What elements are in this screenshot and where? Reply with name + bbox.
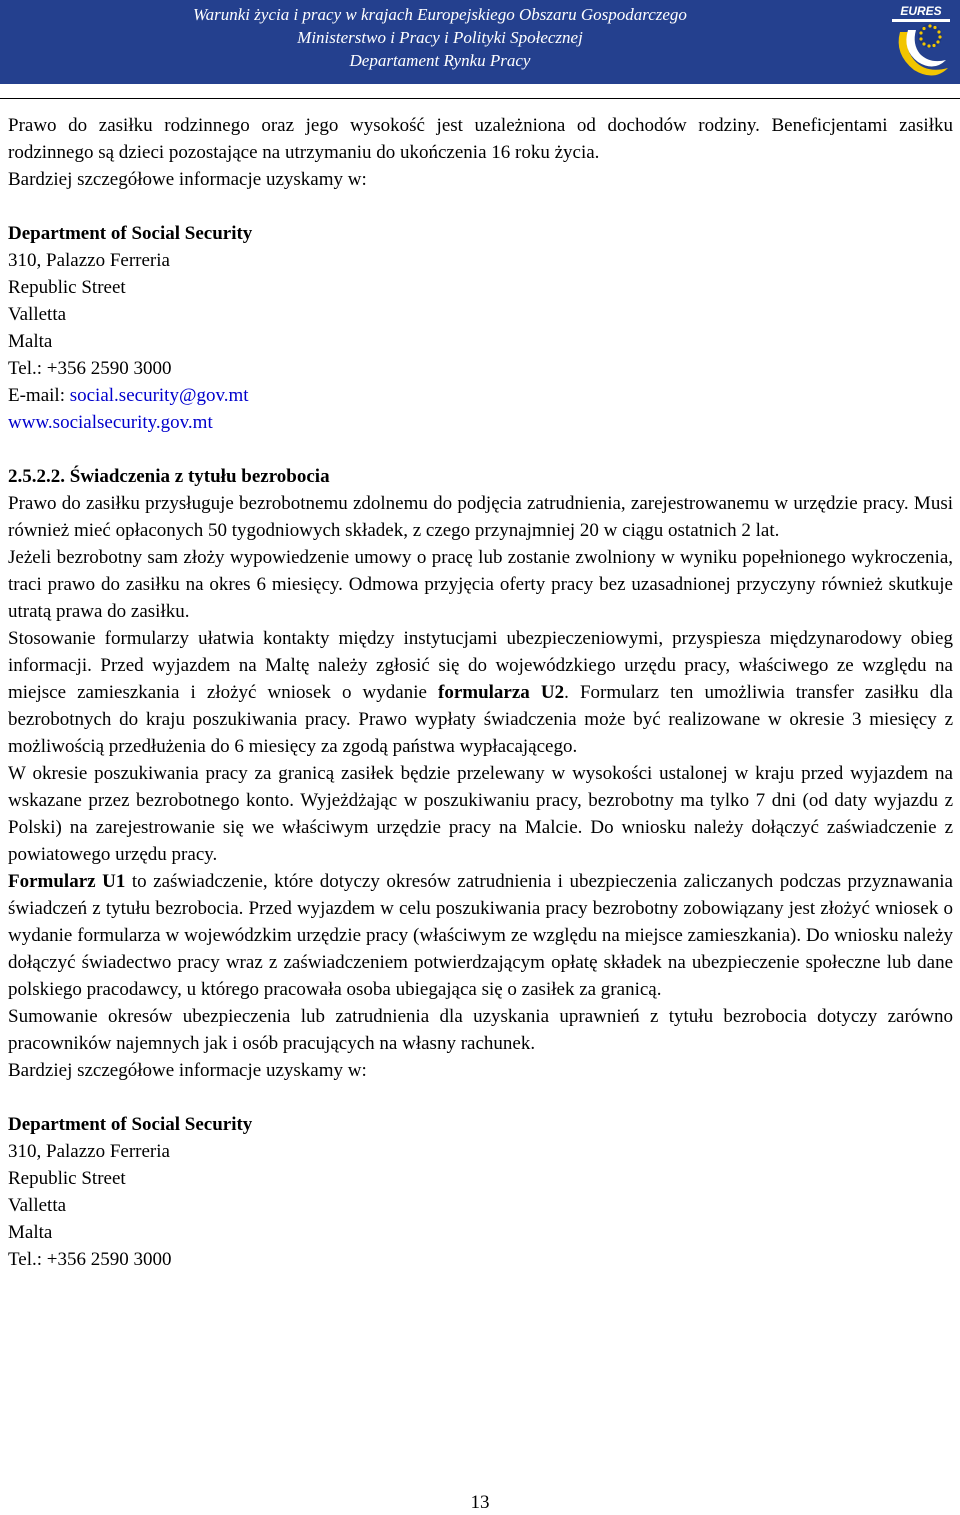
address-line: Valletta [8,304,67,325]
paragraph: Stosowanie formularzy ułatwia kontakty między instytucjami ubezpieczeniowymi, przyspiesza międzynarodowy obieg informacji. Przed wyjazdem na Maltę należy zgłosić się do wojewódzkiego urzędu pracy, właściwego ze względu na miejsce zamieszkania i złożyć wniosek o wydanie formularza U2. Formularz ten umożliwia transfer zasiłku dla bezrobotnych do kraju poszukiwania pracy. Prawo wypłaty świadczenia może być realizowane w okresie 3 miesięcy z możliwością przedłużenia do 6 miesięcy za zgodą państwa wypłacającego. [8,628,953,757]
paragraph: Formularz U1 to zaświadczenie, które dotyczy okresów zatrudnienia i ubezpieczenia zaliczanych podczas przyznawania świadczeń z tytułu bezrobocia. Przed wyjazdem w celu poszukiwania pracy bezrobotny zobowiązany jest złożyć wniosek o wydanie formularza w wojewódzkim urzędzie pracy (właściwym ze względu na miejsce zamieszkania). Do wniosku należy dołączyć świadectwo pracy wraz z zaświadczeniem potwierdzającym opłatę składek na ubezpieczenie społeczne lub dane polskiego pracodawcy, u którego pracowała osoba ubiegająca się o zasiłek za granicą. [8,871,953,1000]
header-department: Departament Rynku Pracy [349,51,531,70]
logo-text: EURES [900,4,942,18]
address-line: Malta [8,1222,53,1243]
page-header [0,0,960,84]
address-tel: Tel.: +356 2590 3000 [8,358,172,379]
paragraph: Prawo do zasiłku przysługuje bezrobotnemu zdolnemu do podjęcia zatrudnienia, zarejestrowanemu w urzędzie pracy. Musi również mieć opłaconych 50 tygodniowych składek, z czego przynajmniej 20 w ciągu ostatnich 2 lat. [8,493,953,541]
header-rule [0,98,960,99]
family-allowance-paragraph: Prawo do zasiłku rodzinnego oraz jego wysokość jest uzależniona od dochodów rodziny. Beneficjentami zasiłku rodzinnego są dzieci pozostające na utrzymaniu do ukończenia 16 roku życia. [8,115,953,163]
address-line: Republic Street [8,1168,126,1189]
address-tel: Tel.: +356 2590 3000 [8,1249,172,1270]
address-email: E-mail: social.security@gov.mt [8,385,249,406]
address-website [8,409,953,436]
address-line: 310, Palazzo Ferreria [8,1141,170,1162]
more-info-text: Bardziej szczegółowe informacje uzyskamy w: [8,1060,367,1081]
document-body [8,112,953,1273]
address-line: 310, Palazzo Ferreria [8,250,170,271]
paragraph: Sumowanie okresów ubezpieczenia lub zatrudnienia dla uzyskania uprawnień z tytułu bezrobocia dotyczy zarówno pracowników najemnych jak i osób pracujących na własny rachunek. [8,1006,953,1054]
paragraph: Jeżeli bezrobotny sam złoży wypowiedzenie umowy o pracę lub zostanie zwolniony w wyniku popełnionego wykroczenia, traci prawo do zasiłku na okres 6 miesięcy. Odmowa przyjęcia oferty pracy bez uzasadnionej przyczyny również skutkuje utratą prawa do zasiłku. [8,547,953,622]
website-link[interactable]: www.socialsecurity.gov.mt [8,412,213,433]
address-line: Republic Street [8,277,126,298]
address-line: Valletta [8,1195,67,1216]
paragraph: W okresie poszukiwania pracy za granicą zasiłek będzie przelewany w wysokości ustalonej w kraju przed wyjazdem na wskazane przez bezrobotnego konto. Wyjeżdżając w poszukiwaniu pracy, bezrobotny ma tylko 7 dni (od daty wyjazdu z Polski) na zarejestrowanie się we właściwym urzędzie pracy na Malcie. Do wniosku należy dołączyć zaświadczenie z powiatowego urzędu pracy. [8,763,953,865]
header-ministry: Ministerstwo i Pracy i Polityki Społecznej [297,28,583,47]
section-heading: 2.5.2.2. Świadczenia z tytułu bezrobocia [8,466,330,487]
page-number: 13 [470,1492,490,1513]
eures-logo-icon [886,2,956,84]
email-link[interactable]: social.security@gov.mt [69,385,249,406]
address-name: Department of Social Security [8,223,253,244]
address-name: Department of Social Security [8,1114,253,1135]
more-info-text: Bardziej szczegółowe informacje uzyskamy w: [8,169,367,190]
header-title: Warunki życia i pracy w krajach Europejskiego Obszaru Gospodarczego [193,5,687,24]
address-line: Malta [8,331,53,352]
